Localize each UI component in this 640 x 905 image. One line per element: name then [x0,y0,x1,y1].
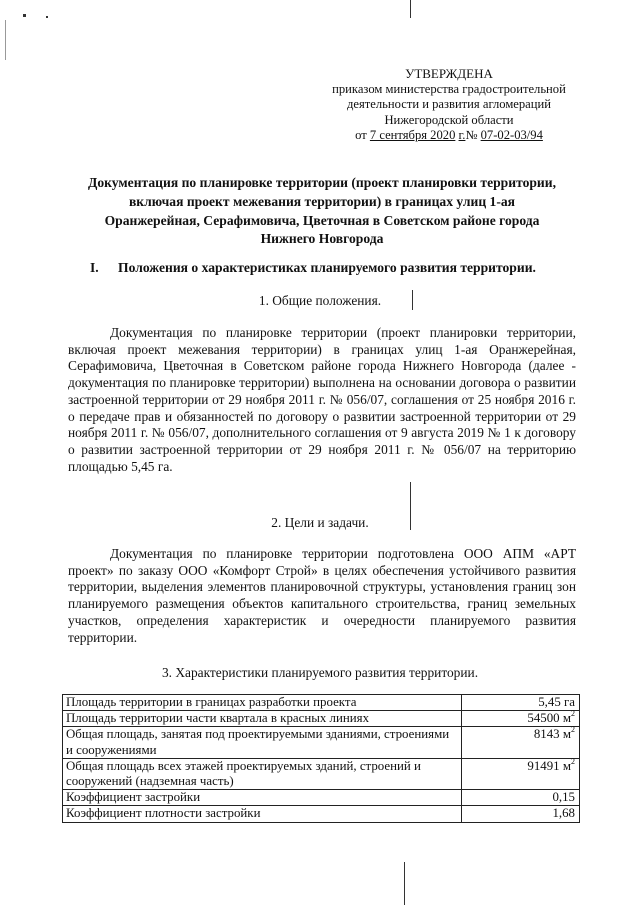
table-cell-value: 91491 $м^2$ [462,758,580,789]
scan-dot [23,14,26,17]
scan-line [404,862,405,905]
table-cell-label: Площадь территории части квартала в красных линиях [63,711,462,727]
subheading-goals: 2. Цели и задачи. [271,515,369,530]
table-row [63,727,580,758]
section-heading [90,259,590,277]
scan-dot [46,16,48,18]
table-cell-value: 5,45 га [462,695,580,711]
approval-number: 07-02-03/94 [480,128,543,143]
approval-stamp [318,66,580,144]
approval-line: приказом министерства градостроительной [332,81,566,96]
document-title-line: Оранжерейная, Серафимовича, Цветочная в Советском районе города [104,212,540,228]
scan-line [5,20,6,60]
section-number: I. [90,260,99,275]
scan-line [410,0,411,18]
approval-date-line [318,128,580,144]
approval-from: от [355,128,367,143]
table-cell-value: 54500 $м^2$ [462,711,580,727]
document-title-line: Нижнего Новгорода [260,231,384,247]
table-row [63,806,580,822]
approval-year-suffix: г. [458,128,466,143]
approval-line: Нижегородской области [384,112,514,127]
subheading-general: 1. Общие положения. [258,293,382,308]
paragraph-goals: Документация по планировке территории подготовлена ООО АПМ «АРТ проект» по заказу ООО «Комфорт Строй» в целях обеспечения устойчивого развития территории, выделения элементов планировочной структуры, установления границ зон планируемого размещения объектов капитального строительства, границ земельных участков, определения характеристик и очередности планируемого развития территории. [68,546,576,645]
document-title-line: включая проект межевания территории) в границах улиц 1-ая [128,193,516,209]
document-title-line: Документация по планировке территории (проект планировки территории, [88,175,556,190]
table-cell-value: 0,15 [462,790,580,806]
table-cell-label: Общая площадь всех этажей проектируемых зданий, строений и сооружений (надземная часть) [63,758,462,789]
approval-line: деятельности и развития агломераций [347,97,551,112]
subheading-characteristics: 3. Характеристики планируемого развития территории. [161,665,479,680]
characteristics-table [62,694,580,823]
table-cell-label: Коэффициент застройки [63,790,462,806]
section-title: Положения о характеристиках планируемого развития территории. [118,260,536,275]
table-row [63,758,580,789]
document-title [62,174,582,249]
table-cell-value: 1,68 [462,806,580,822]
paragraph-general: Документация по планировке территории (проект планировки территории, включая проект межевания территории) в границах улиц 1-ая Оранжерейная, Серафимовича, Цветочная в Советском районе города Нижнего Новгорода (далее - документация по планировке территории) выполнена на основании договора о развитии застроенной территории от 29 ноября 2011 г. № 056/07, соглашения от 25 ноября 2016 г. о передаче прав и обязанностей по договору о развитии застроенной территории от 29 ноября 2011 г. № 056/07, дополнительного соглашения от 9 августа 2019 № 1 к договору о развитии застроенной территории от 29 ноября 2011 г. № 056/07 на территорию площадью 5,45 га. [68,325,576,474]
table-cell-label: Общая площадь, занятая под проектируемыми зданиями, строениями и сооружениями [63,727,462,758]
table-row [63,790,580,806]
table-row [63,711,580,727]
table-cell-label: Площадь территории в границах разработки проекта [63,695,462,711]
approval-number-prefix: № [465,128,478,143]
approval-title: УТВЕРЖДЕНА [405,66,493,81]
table-cell-label: Коэффициент плотности застройки [63,806,462,822]
approval-date: 7 сентября 2020 [369,128,456,143]
table-row [63,695,580,711]
table-cell-value: 8143 $м^2$ [462,727,580,758]
